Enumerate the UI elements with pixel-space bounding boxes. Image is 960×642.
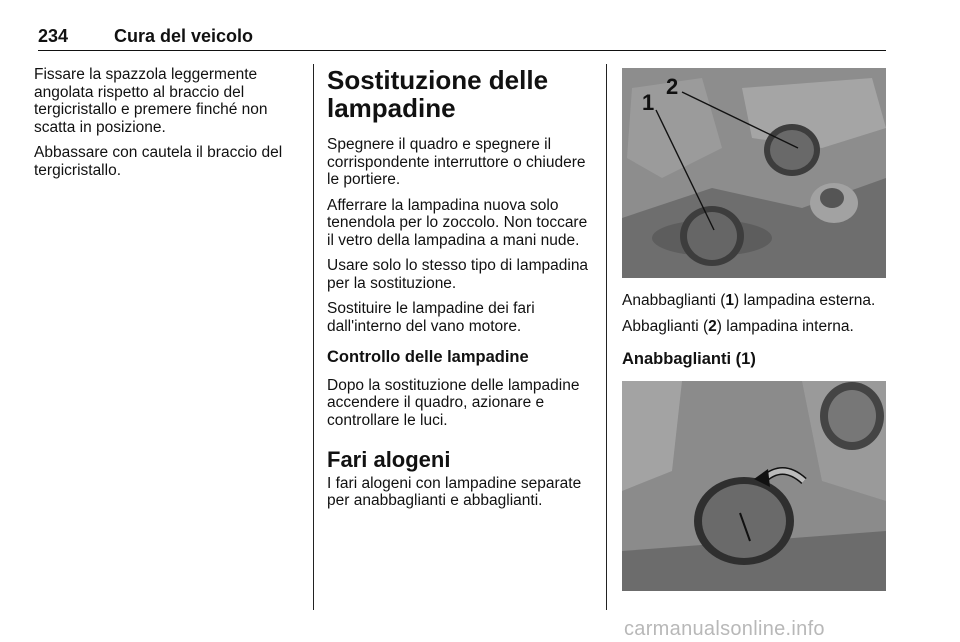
paragraph: Fissare la spazzola leggermente angolata rispetto al braccio del tergicristallo e premere finché non scatta in posizione. <box>34 66 268 136</box>
callout-label-2: 2 <box>666 74 679 99</box>
paragraph: Afferrare la lampadina nuova solo tenendola per lo zoccolo. Non toccare il vetro della lampadina a mani nude. <box>327 196 588 249</box>
figure-low-beam-cap <box>622 381 886 591</box>
heading-bulb-check: Controllo delle lampadine <box>327 348 529 366</box>
column-divider <box>313 64 314 610</box>
figure-caption <box>622 292 888 335</box>
callout-label-1: 1 <box>642 90 655 115</box>
heading-halogen-headlights: Fari alogeni <box>327 447 451 472</box>
page-number: 234 <box>38 26 69 46</box>
section-title: Cura del veicolo <box>114 26 254 46</box>
paragraph: Spegnere il quadro e spegnere il corrispondente interruttore o chiudere le portiere. <box>327 136 586 188</box>
heading-bulb-replacement: Sostituzione delle lampadine <box>327 65 549 123</box>
paragraph: Dopo la sostituzione delle lampadine accendere il quadro, azionare e controllare le luci. <box>327 376 580 429</box>
page-header <box>38 26 886 51</box>
column-divider <box>606 64 607 610</box>
column-left <box>34 66 296 187</box>
caption-high-beam: Abbaglianti (2) lampadina interna. <box>622 317 854 335</box>
caption-low-beam: Anabbaglianti (1) lampadina esterna. <box>622 292 876 309</box>
paragraph: I fari alogeni con lampadine separate per anabbaglianti e abbaglianti. <box>327 474 582 509</box>
paragraph: Usare solo lo stesso tipo di lampadina per la sostituzione. <box>327 257 589 292</box>
watermark: carmanualsonline.info <box>624 618 825 640</box>
heading-low-beam: Anabbaglianti (1) <box>622 350 756 368</box>
column-middle <box>327 66 593 518</box>
paragraph: Sostituire le lampadine dei fari dall'interno del vano motore. <box>327 300 535 335</box>
column-right <box>622 68 888 591</box>
paragraph: Abbassare con cautela il braccio del tergicristallo. <box>34 144 283 179</box>
figure-engine-bay-bulbs <box>622 68 886 278</box>
